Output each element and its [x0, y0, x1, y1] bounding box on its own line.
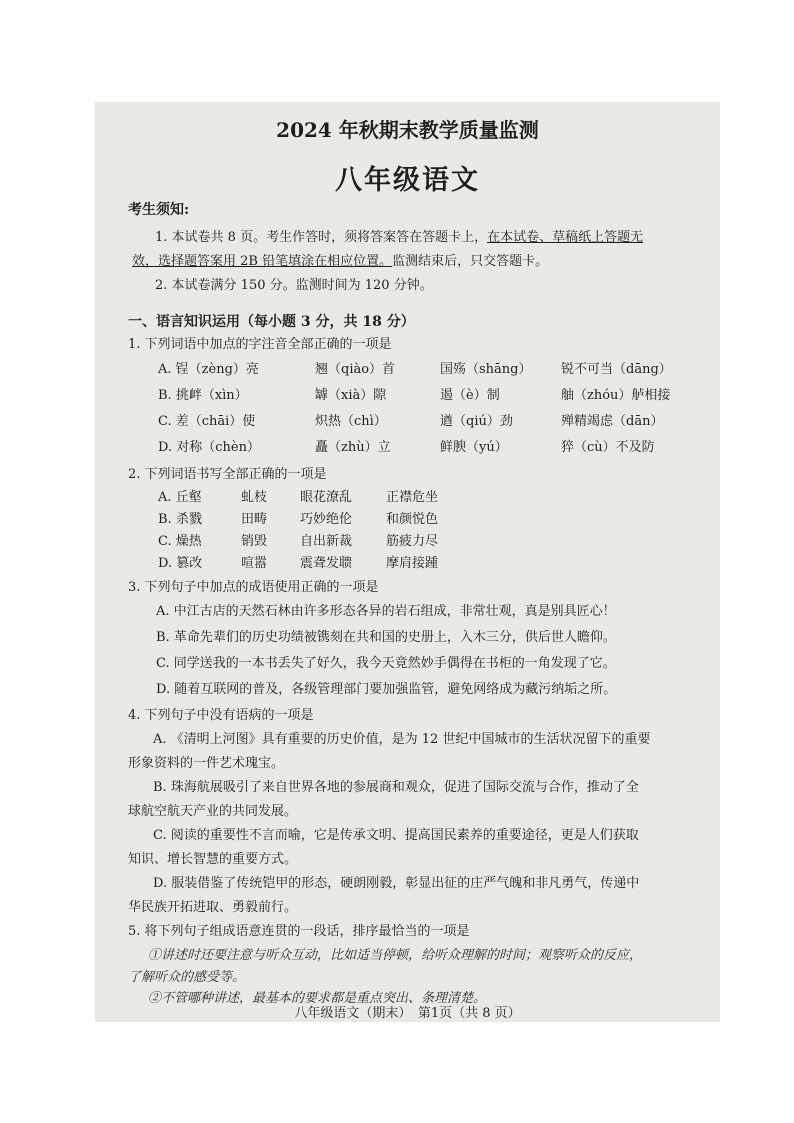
q1-d-3: 鲜腴（yú）	[440, 440, 508, 455]
q1-a-3: 国殇（shāng）	[440, 362, 532, 377]
q4-option-c-cont: 知识、增长智慧的重要方式。	[128, 852, 298, 867]
q1-c-2: 炽热（chì）	[315, 414, 387, 429]
q3-option-d: D. 随着互联网的普及，各级管理部门要加强监管，避免网络成为藏污纳垢之所。	[156, 682, 617, 697]
q2-d-2: 喧嚣	[241, 556, 268, 571]
page-footer: 八年级语文（期末） 第1页（共 8 页）	[294, 1006, 521, 1021]
exam-subject: 八年级语文	[335, 165, 480, 196]
q1-c-3: 遒（qiú）劲	[440, 414, 513, 429]
q1-b-4: 舳（zhóu）舻相接	[561, 388, 671, 403]
q2-d-1: D. 篡改	[158, 556, 203, 571]
q4-option-d: D. 服装借鉴了传统铠甲的形态，硬朗刚毅，彰显出征的庄严气魄和非凡勇气，传递中	[153, 876, 640, 891]
q2-b-2: 田畴	[241, 512, 268, 527]
q4-option-a: A. 《清明上河图》具有重要的历史价值，是为 12 世纪中国城市的生活状况留下的重要	[153, 732, 651, 747]
q2-b-4: 和颜悦色	[386, 512, 439, 527]
notice-item-1: 1. 本试卷共 8 页。考生作答时，须将答案答在答题卡上，在本试卷、草稿纸上答题无	[155, 230, 644, 245]
q1-d-4: 猝（cù）不及防	[561, 440, 655, 455]
q2-c-4: 筋疲力尽	[386, 534, 439, 549]
q3-option-a: A. 中江古店的天然石林由许多形态各异的岩石组成，非常壮观，真是别具匠心！	[156, 604, 616, 619]
q2-a-3: 眼花潦乱	[300, 490, 353, 505]
q1-a-1: A. 锃（zèng）亮	[158, 362, 259, 377]
q2-stem: 2. 下列词语书写全部正确的一项是	[128, 467, 327, 482]
q2-a-2: 虬枝	[241, 490, 268, 505]
q5-sentence-1-cont: 了解听众的感受等。	[128, 970, 246, 985]
q4-stem: 4. 下列句子中没有语病的一项是	[128, 708, 314, 723]
q2-d-4: 摩肩接踵	[386, 556, 439, 571]
q1-c-1: C. 差（chāi）使	[158, 414, 256, 429]
q5-sentence-1: ①讲述时还要注意与听众互动，比如适当停顿，给听众理解的时间；观察听众的反应，	[148, 948, 643, 963]
q3-option-b: B. 革命先辈们的历史功绩被镌刻在共和国的史册上，入木三分，供后世人瞻仰。	[156, 630, 616, 645]
q1-stem: 1. 下列词语中加点的字注音全部正确的一项是	[128, 337, 392, 352]
q2-b-3: 巧妙绝伦	[300, 512, 353, 527]
q4-option-b-cont: 球航空航天产业的共同发展。	[128, 804, 298, 819]
q4-option-c: C. 阅读的重要性不言而喻，它是传承文明、提高国民素养的重要途径，更是人们获取	[153, 828, 639, 843]
q2-b-1: B. 杀戮	[158, 512, 202, 527]
q5-sentence-2: ②不管哪种讲述，最基本的要求都是重点突出、条理清楚。	[148, 991, 487, 1006]
notice-heading: 考生须知:	[128, 202, 190, 218]
exam-page	[95, 102, 720, 1022]
q1-b-2: 罅（xià）隙	[315, 388, 387, 403]
q2-c-1: C. 燥热	[158, 534, 202, 549]
q1-b-1: B. 挑衅（xìn）	[158, 388, 248, 403]
q5-stem: 5. 将下列句子组成语意连贯的一段话，排序最恰当的一项是	[128, 924, 470, 939]
q1-d-2: 矗（zhù）立	[315, 440, 391, 455]
notice-item-2: 2. 本试卷满分 150 分。监测时间为 120 分钟。	[155, 278, 433, 293]
q1-c-4: 殚精竭虑（dān）	[561, 414, 664, 429]
q1-a-2: 翘（qiào）首	[315, 362, 396, 377]
q4-option-d-cont: 华民族开拓进取、勇毅前行。	[128, 900, 298, 915]
q2-c-3: 自出新裁	[300, 534, 353, 549]
notice-item-1-cont: 效，选择题答案用 2B 铅笔填涂在相应位置。监测结束后，只交答题卡。	[132, 254, 549, 269]
q3-stem: 3. 下列句子中加点的成语使用正确的一项是	[128, 580, 379, 595]
q2-a-4: 正襟危坐	[386, 490, 439, 505]
q1-b-3: 遏（è）制	[440, 388, 500, 403]
q2-a-1: A. 丘壑	[158, 490, 202, 505]
q1-d-1: D. 对称（chèn）	[158, 440, 260, 455]
q4-option-a-cont: 形象资料的一件艺术瑰宝。	[128, 756, 285, 771]
q2-d-3: 震聋发聩	[300, 556, 353, 571]
exam-title: 2024 年秋期末教学质量监测	[276, 118, 539, 142]
q3-option-c: C. 同学送我的一本书丢失了好久，我今天竟然妙手偶得在书柜的一角发现了它。	[156, 656, 616, 671]
q2-c-2: 销毁	[241, 534, 268, 549]
q4-option-b: B. 珠海航展吸引了来自世界各地的参展商和观众，促进了国际交流与合作，推动了全	[153, 780, 639, 795]
q1-a-4: 锐不可当（dāng）	[561, 362, 672, 377]
section-1-heading: 一、语言知识运用（每小题 3 分，共 18 分）	[128, 314, 415, 330]
